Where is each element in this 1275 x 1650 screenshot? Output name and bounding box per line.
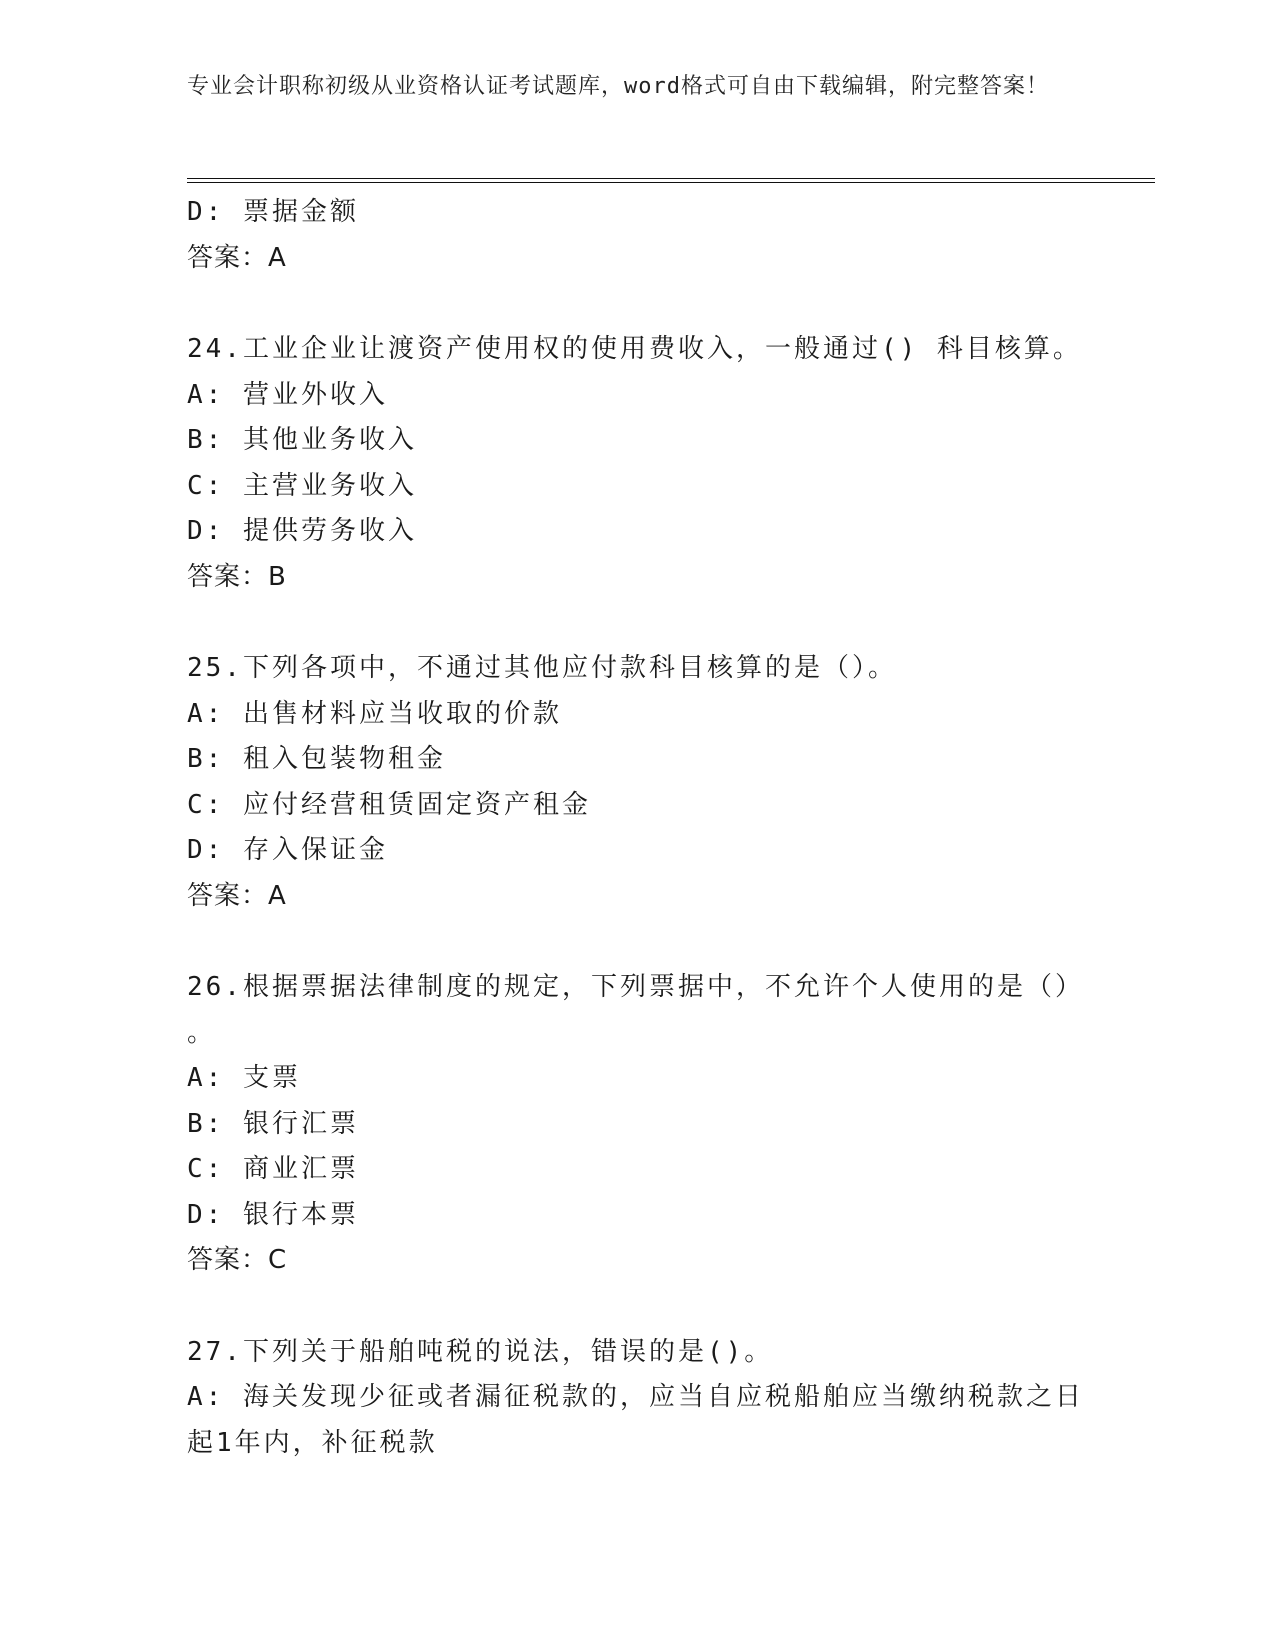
- question-stem: 25.下列各项中，不通过其他应付款科目核算的是（）。: [187, 653, 897, 683]
- question-list: [187, 190, 1087, 1466]
- option-c: C: 应付经营租赁固定资产租金: [187, 789, 591, 820]
- document-header: 专业会计职称初级从业资格认证考试题库，word格式可自由下载编辑，附完整答案！: [187, 74, 1049, 99]
- prev-option-d: D: 票据金额: [187, 197, 359, 227]
- option-d: D: 存入保证金: [187, 835, 388, 865]
- question-25: [187, 646, 1087, 919]
- option-b: B: 租入包装物租金: [187, 744, 446, 774]
- answer: 答案：A: [187, 880, 287, 911]
- question-stem: 27.下列关于船舶吨税的说法，错误的是()。: [187, 1336, 774, 1367]
- question-stem: 26.根据票据法律制度的规定，下列票据中，不允许个人使用的是（）: [187, 972, 1084, 1002]
- option-a: A: 营业外收入: [187, 379, 388, 410]
- header-rule-bottom: [187, 182, 1155, 183]
- option-b: B: 银行汇票: [187, 1108, 359, 1139]
- question-26: [187, 965, 1087, 1284]
- option-b: B: 其他业务收入: [187, 425, 417, 455]
- question-stem: 24.工业企业让渡资产使用权的使用费收入，一般通过() 科目核算。: [187, 334, 1082, 364]
- question-27: [187, 1330, 1087, 1467]
- option-a: A: 支票: [187, 1063, 301, 1093]
- option-a: A: 海关发现少征或者漏征税款的，应当自应税船舶应当缴纳税款之日起1年内，补征税款: [187, 1382, 1084, 1458]
- option-d: D: 提供劳务收入: [187, 516, 417, 546]
- prev-answer: 答案：A: [187, 242, 287, 273]
- answer: 答案：B: [187, 561, 287, 592]
- option-c: C: 商业汇票: [187, 1154, 359, 1184]
- question-stem-continuation: 。: [187, 1017, 217, 1048]
- question-24: [187, 327, 1087, 600]
- option-d: D: 银行本票: [187, 1199, 359, 1230]
- option-a: A: 出售材料应当收取的价款: [187, 698, 562, 729]
- option-c: C: 主营业务收入: [187, 470, 417, 501]
- answer: 答案：C: [187, 1245, 288, 1275]
- header-rule-top: [187, 178, 1155, 179]
